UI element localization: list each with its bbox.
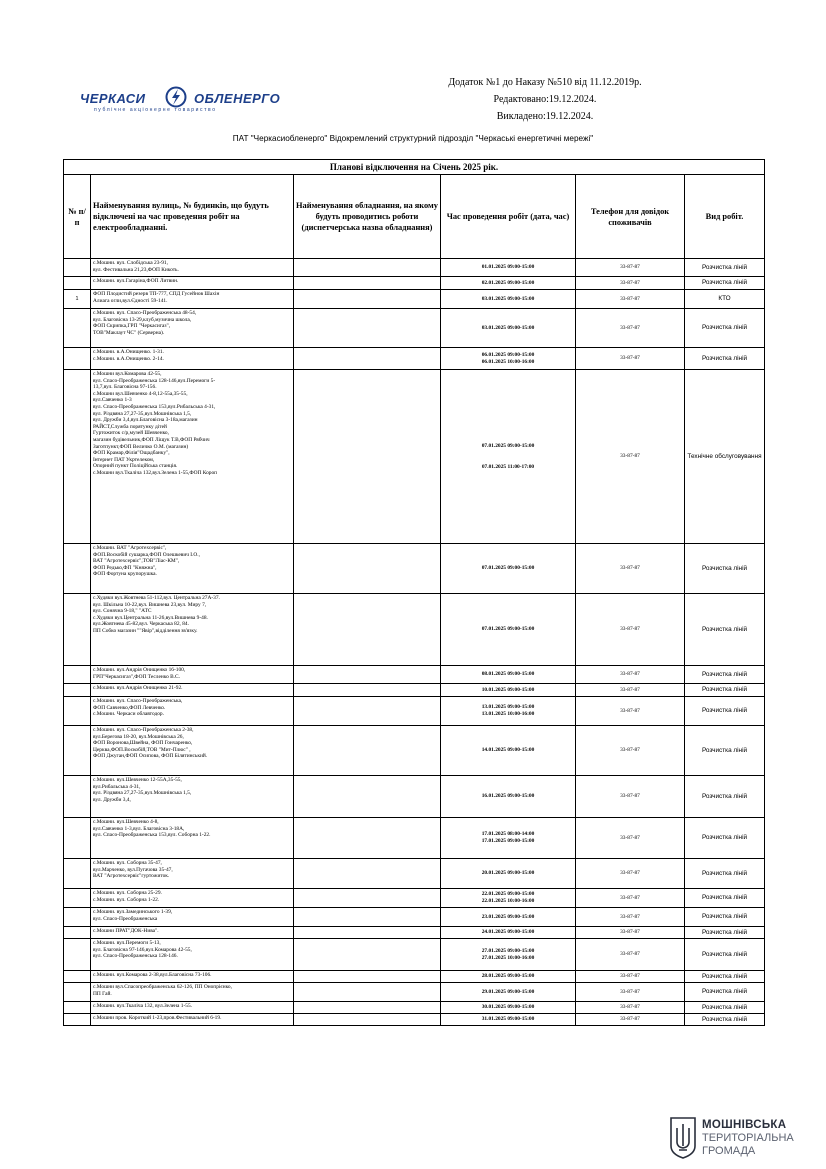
table-row: [64, 259, 765, 277]
phone-cell: 33-87-87: [576, 939, 685, 971]
address-line: с.Мошни. вул.Перемоги 5-13,: [93, 940, 161, 946]
address-line: вул. Різдвяна 27,27-35,вул.Мошнівська 1,5,: [93, 410, 192, 417]
address-line: вул. Спасо-Преображенська 153,вул.Рибальська 4-31,: [93, 403, 216, 410]
time-cell: [441, 684, 576, 697]
time-line: 29.01.2025 09:00-15:00: [481, 988, 535, 995]
table-row: [64, 927, 765, 939]
address-cell: [91, 939, 294, 971]
address-line: с.Мошни. вул.Гагаріна,ФОП Литвин.: [93, 278, 179, 284]
address-line: ФОП Джуган,ФОП Осипова, ФОП Білятинський.: [93, 753, 208, 760]
column-header-phone: Телефон для довідок споживачів: [576, 175, 685, 259]
hromada-name: [702, 1118, 794, 1158]
equipment-cell: [294, 983, 441, 1002]
time-cell: [441, 1002, 576, 1014]
phone-cell: 33-87-87: [576, 666, 685, 684]
address-line: с.Мошни ПРАТ"ДОК-Нива".: [93, 928, 159, 934]
address-cell: [91, 726, 294, 776]
time-cell: [441, 818, 576, 859]
address-line: с.Мошни. вул.Андрія Онищенко 16-100,: [93, 667, 186, 673]
table-row: [64, 697, 765, 726]
equipment-cell: [294, 1002, 441, 1014]
address-cell: [91, 348, 294, 370]
time-line: 08.01.2025 09:00-15:00: [481, 671, 535, 678]
address-line: с.Мошни. вул.Андрія Онищенко 21-92.: [93, 685, 183, 691]
hromada-line-1: МОШНІВСЬКА: [702, 1119, 787, 1131]
phone-cell: 33-87-87: [576, 818, 685, 859]
address-line: магазин будівельник,ФОП Ліщук Т.В,ФОП Рябчич: [93, 436, 210, 443]
address-line: вул. Спасо-Преображенська: [93, 915, 158, 922]
time-cell: [441, 939, 576, 971]
address-line: вул. Дружби 3,4,вул.Благовісна 3-18а,магазин: [93, 417, 198, 424]
column-header-equipment: Найменування обладнання, на якому будуть проводитись роботи (диспетчерська назва обладнання): [294, 175, 441, 259]
table-row: [64, 666, 765, 684]
row-number: 1: [64, 290, 91, 309]
equipment-cell: [294, 684, 441, 697]
time-cell: [441, 348, 576, 370]
address-line: Гуртожиток с/р,музей Шевченко,: [93, 430, 169, 437]
hromada-line-2: ТЕРИТОРІАЛЬНА: [702, 1132, 794, 1144]
time-line: 22.01.2025 09:00-15:00: [481, 891, 535, 898]
phone-cell: 33-87-87: [576, 309, 685, 348]
work-kind-cell: Розчистка ліній: [685, 971, 765, 983]
address-line: вул. Спасо-Преображенська 128-146.: [93, 953, 178, 960]
address-line: с.Мошни вул.Спасопреображенська 62-126, ПП Онопрієнко,: [93, 984, 232, 990]
row-number: [64, 259, 91, 277]
address-line: с.Мошни. вул.Шевченко 4-8,: [93, 819, 159, 825]
work-kind-cell: Розчистка ліній: [685, 908, 765, 927]
address-line: ГРП"Черкасигаз",ФОП Тесленко В.С.: [93, 673, 180, 680]
address-line: Церква,ФОП.Воскобій,ТОВ "Мит-Плюс" ,: [93, 746, 191, 753]
column-header-num: № п/п: [64, 175, 91, 259]
column-header-streets: Найменування вулиць, № будинків, що будуть відключені на час проведення робіт на електрообладнанні.: [91, 175, 294, 259]
work-kind-cell: Розчистка ліній: [685, 859, 765, 889]
address-cell: [91, 684, 294, 697]
equipment-cell: [294, 927, 441, 939]
phone-cell: 33-87-87: [576, 927, 685, 939]
address-line: с.Мошни. ВАТ "Агротехсервіс",: [93, 545, 167, 551]
column-header-kind: Вид робіт.: [685, 175, 765, 259]
row-number: [64, 697, 91, 726]
work-kind-cell: Розчистка ліній: [685, 277, 765, 290]
time-cell: [441, 290, 576, 309]
table-row: [64, 348, 765, 370]
time-cell: [441, 908, 576, 927]
equipment-cell: [294, 776, 441, 818]
time-line: 13.01.2025 09:00-15:00: [481, 704, 535, 711]
time-line: 03.01.2025 09:00-15:00: [481, 295, 535, 302]
equipment-cell: [294, 594, 441, 666]
row-number: [64, 544, 91, 594]
address-line: с.Мошни. вул. Спасо-Преображенська,: [93, 698, 183, 704]
table-row: [64, 818, 765, 859]
address-line: с.Мошни вул.Шевченко 4-8,12-55а,35-55,: [93, 390, 188, 397]
equipment-cell: [294, 697, 441, 726]
address-line: вул. Спасо-Преображенська 153,вул. Соборна 1-22.: [93, 832, 211, 839]
time-line: 31.01.2025 09:00-15:00: [481, 1016, 535, 1023]
time-line: 14.01.2025 09:00-15:00: [481, 747, 535, 754]
address-line: вул. Різдвяна 27,27-35,вул.Мошнівська 1,5,: [93, 790, 192, 797]
organization-name: ПАТ "Черкасиобленерго" Відокремлений структурний підрозділ "Черкаські енергетичні мережі": [232, 134, 594, 143]
phone-cell: 33-87-87: [576, 348, 685, 370]
time-line: 13.01.2025 10:00-16:00: [481, 711, 535, 717]
table-row: [64, 1002, 765, 1014]
address-cell: [91, 927, 294, 939]
phone-cell: 33-87-87: [576, 971, 685, 983]
table-row: [64, 544, 765, 594]
address-line: ФОП Редько,ФП "Княжна",: [93, 564, 157, 571]
equipment-cell: [294, 818, 441, 859]
hromada-line-3: ГРОМАДА: [702, 1145, 756, 1157]
work-kind-cell: Розчистка ліній: [685, 697, 765, 726]
address-line: Алиага огли,вул.Єдності 59-141.: [93, 297, 168, 304]
time-line: 01.01.2025 09:00-15:00: [481, 264, 535, 271]
time-line: 22.01.2025 10:00-16:00: [481, 898, 535, 904]
work-kind-cell: Розчистка ліній: [685, 818, 765, 859]
address-line: с.Мошни. в.А.Онищенко. 1-31.: [93, 349, 164, 355]
time-line: 07.01.2025 09:00-15:00: [481, 626, 535, 633]
time-line: 16.01.2025 09:00-15:00: [481, 793, 535, 800]
phone-cell: 33-87-87: [576, 684, 685, 697]
table-row: [64, 939, 765, 971]
address-cell: [91, 1002, 294, 1014]
address-cell: [91, 290, 294, 309]
address-line: ФОП Савченко,ФОП Левченко.: [93, 704, 166, 711]
address-line: с.Мошни. вул. Соборна 35-47,: [93, 860, 162, 866]
phone-cell: 33-87-87: [576, 259, 685, 277]
address-line: ВАТ "Агротехсервіс",ТОВ"Ліас-КМ",: [93, 558, 180, 565]
time-line: 07.01.2025 11:00-17:00: [481, 463, 535, 470]
phone-cell: 33-87-87: [576, 889, 685, 908]
table-row: [64, 889, 765, 908]
phone-cell: 33-87-87: [576, 277, 685, 290]
address-line: с.Мошни вул.Комарова 42-55,: [93, 371, 162, 377]
address-line: вул. Сонячна 9-18," "АТС: [93, 608, 152, 615]
address-line: с.Мошни вул.Ткаліча 132,вул.Зелена 1-55,ФОП Короп: [93, 469, 218, 476]
time-cell: [441, 726, 576, 776]
equipment-cell: [294, 666, 441, 684]
address-line: вул. Благовісна 13-29,клуб,музична школа,: [93, 316, 192, 323]
address-line: вул.Берегова 18-20, вул.Мошнівська 26,: [93, 733, 184, 740]
table-title: Планові відключення на Січень 2025 рік.: [64, 160, 765, 175]
address-line: Опорний пункт Поліційська станція.: [93, 463, 178, 470]
address-line: ФОП Крамар,Філія"Ощадбанку",: [93, 450, 170, 457]
logo-text-left: ЧЕРКАСИ: [80, 91, 146, 106]
row-number: [64, 684, 91, 697]
row-number: [64, 594, 91, 666]
row-number: [64, 889, 91, 908]
phone-cell: 33-87-87: [576, 1014, 685, 1026]
hromada-logo: [668, 1116, 818, 1162]
row-number: [64, 370, 91, 544]
address-line: вул.Жовтнева 45-82,вул. Черкаська 82, 84.: [93, 621, 189, 628]
time-cell: [441, 927, 576, 939]
address-line: с.Худяки вул.Жовтнева 51-112,вул. Центральна 27А-37.: [93, 595, 220, 601]
equipment-cell: [294, 544, 441, 594]
address-cell: [91, 908, 294, 927]
table-row: [64, 290, 765, 309]
time-cell: [441, 259, 576, 277]
phone-cell: 33-87-87: [576, 1002, 685, 1014]
time-cell: [441, 776, 576, 818]
row-number: [64, 309, 91, 348]
time-line: 27.01.2025 10:00-16:00: [481, 954, 535, 961]
lightning-emblem-icon: [162, 86, 190, 108]
phone-cell: 33-87-87: [576, 908, 685, 927]
address-line: с.Мошни. вул. Спасо-Преображенська 48-54,: [93, 310, 197, 316]
phone-cell: 33-87-87: [576, 983, 685, 1002]
phone-cell: 33-87-87: [576, 544, 685, 594]
time-cell: [441, 889, 576, 908]
address-cell: [91, 983, 294, 1002]
phone-cell: 33-87-87: [576, 859, 685, 889]
schedule-rows: [64, 259, 765, 1026]
equipment-cell: [294, 277, 441, 290]
address-line: ТОВ"Маклаут ЧС" (Серверна).: [93, 329, 165, 336]
phone-cell: 33-87-87: [576, 370, 685, 544]
equipment-cell: [294, 290, 441, 309]
time-line: 07.01.2025 09:00-15:00: [481, 565, 535, 572]
time-line: 07.01.2025 09:00-15:00: [481, 442, 535, 449]
row-number: [64, 776, 91, 818]
work-kind-cell: Розчистка ліній: [685, 983, 765, 1002]
time-cell: [441, 666, 576, 684]
address-line: вул. Шкільна 10-22,вул. Вишнева 23,вул. Миру 7,: [93, 601, 207, 608]
address-line: с.Мошни. вул. Спасо-Преображенська 2-38,: [93, 727, 194, 733]
address-line: вул.Савченко 1-3,вул. Благовісна 3-18А,: [93, 825, 185, 832]
trident-icon: [668, 1116, 698, 1160]
work-kind-cell: Розчистка ліній: [685, 348, 765, 370]
address-line: вул.Савченко 1-3: [93, 397, 132, 404]
logo-text-right: ОБЛЕНЕРГО: [194, 91, 281, 106]
time-line: 02.01.2025 09:00-15:00: [481, 279, 535, 286]
equipment-cell: [294, 939, 441, 971]
address-cell: [91, 971, 294, 983]
document-meta: [420, 74, 670, 125]
row-number: [64, 927, 91, 939]
address-line: вул. Дружби 3,4,: [93, 796, 131, 803]
table-row: [64, 776, 765, 818]
row-number: [64, 908, 91, 927]
work-kind-cell: Розчистка ліній: [685, 684, 765, 697]
work-kind-cell: Розчистка ліній: [685, 594, 765, 666]
row-number: [64, 983, 91, 1002]
address-line: вул.Марченко, вул.Пугачова 35-47,: [93, 866, 173, 873]
address-line: с.Худяки вул.Центральна 11-26,вул.Вишнева 9-48.: [93, 614, 208, 621]
address-line: с.Мошни. вул.Комарова 2-38,вул.Благовісна 73-106.: [93, 972, 212, 978]
table-row: [64, 277, 765, 290]
address-line: с.Мошни. вул. Соборна 1-22.: [93, 896, 160, 903]
equipment-cell: [294, 309, 441, 348]
address-cell: [91, 1014, 294, 1026]
address-cell: [91, 776, 294, 818]
address-line: ВАТ "Агротехсервіс"гуртожиток.: [93, 873, 170, 880]
row-number: [64, 726, 91, 776]
table-row: [64, 726, 765, 776]
address-line: с.Мошни. вул. Соборна 25-29.: [93, 890, 162, 896]
equipment-cell: [294, 726, 441, 776]
work-kind-cell: Розчистка ліній: [685, 726, 765, 776]
address-line: Інтернет ПАТ Укртелеком,: [93, 456, 155, 463]
equipment-cell: [294, 971, 441, 983]
address-line: ФОП Скрипка,ГРП "Черкасигаз",: [93, 323, 171, 330]
address-cell: [91, 666, 294, 684]
time-line: 30.01.2025 09:00-15:00: [481, 1004, 535, 1011]
time-cell: [441, 1014, 576, 1026]
table-row: [64, 684, 765, 697]
work-kind-cell: Розчистка ліній: [685, 1014, 765, 1026]
address-line: с.Мошни. Черкаси облавтодор.: [93, 711, 164, 718]
address-line: ФОП Плодистий резерв ТП-777, СПД Гусейнов Шахін: [93, 291, 220, 297]
table-row: [64, 594, 765, 666]
work-kind-cell: КТО: [685, 290, 765, 309]
address-line: вул. Спасо-Преображенська 128-146,вул.Перемоги 5-: [93, 377, 216, 384]
table-row: [64, 370, 765, 544]
time-line: 20.01.2025 09:00-15:00: [481, 870, 535, 877]
address-line: с.Мошни. вул.Шевченко 12-55А,35-55,: [93, 777, 182, 783]
phone-cell: 33-87-87: [576, 726, 685, 776]
phone-cell: 33-87-87: [576, 290, 685, 309]
row-number: [64, 939, 91, 971]
appendix-note: Додаток №1 до Наказу №510 від 11.12.2019р.: [448, 77, 642, 88]
row-number: [64, 971, 91, 983]
address-line: РАЙСТ,Служба порятунку дітей: [93, 423, 167, 430]
address-line: ФОП Воронова,Швейна, ФОП Гончаренко,: [93, 740, 193, 747]
time-cell: [441, 277, 576, 290]
address-line: вул. Фестивальна 21,23,ФОП Кикоть.: [93, 266, 179, 273]
time-line: 17.01.2025 09:00-15:00: [481, 838, 535, 844]
time-cell: [441, 983, 576, 1002]
time-cell: [441, 544, 576, 594]
logo-tagline: публічне акціонерне товариство: [94, 107, 217, 113]
equipment-cell: [294, 908, 441, 927]
work-kind-cell: Розчистка ліній: [685, 776, 765, 818]
time-cell: [441, 594, 576, 666]
address-line: вул.Рибальська 4-31,: [93, 783, 141, 790]
equipment-cell: [294, 370, 441, 544]
equipment-cell: [294, 348, 441, 370]
outage-schedule-table: [63, 159, 765, 1026]
time-line: 28.01.2025 09:00-15:00: [481, 973, 535, 980]
time-line: 03.01.2025 09:00-15:00: [481, 324, 535, 331]
row-number: [64, 666, 91, 684]
row-number: [64, 348, 91, 370]
address-cell: [91, 309, 294, 348]
phone-cell: 33-87-87: [576, 594, 685, 666]
address-line: ПП Собко магазин ""Явір",відділення зв'язку.: [93, 627, 198, 634]
address-line: ФОП.Воскобій сушарка,ФОП Олешкевич І.О.,: [93, 551, 201, 558]
row-number: [64, 1014, 91, 1026]
time-cell: [441, 309, 576, 348]
company-logo: [80, 86, 300, 116]
time-cell: [441, 971, 576, 983]
time-cell: [441, 697, 576, 726]
address-cell: [91, 818, 294, 859]
work-kind-cell: Технічне обслуговування: [685, 370, 765, 544]
table-row: [64, 1014, 765, 1026]
address-line: с.Мошни пров. Короткий 1-23,пров.Фестивальний 6-19.: [93, 1015, 222, 1021]
address-cell: [91, 859, 294, 889]
table-row: [64, 908, 765, 927]
address-cell: [91, 370, 294, 544]
equipment-cell: [294, 1014, 441, 1026]
address-line: с.Мошни. вул.Замединського 1-39,: [93, 909, 173, 915]
work-kind-cell: Розчистка ліній: [685, 927, 765, 939]
address-line: с.Мошни. вул. Слобідська 23-91,: [93, 260, 168, 266]
address-line: 13,7,вул. Благовісна 97-156.: [93, 384, 157, 391]
row-number: [64, 277, 91, 290]
phone-cell: 33-87-87: [576, 697, 685, 726]
phone-cell: 33-87-87: [576, 776, 685, 818]
address-cell: [91, 697, 294, 726]
row-number: [64, 1002, 91, 1014]
time-line: 27.01.2025 09:00-15:00: [481, 947, 535, 954]
address-line: с.Мошни. вул.Ткаліча 132, вул.Зелена 1-55.: [93, 1003, 193, 1009]
address-line: Заготпункт,ФОП Величко О.М. (магазин): [93, 443, 189, 450]
edited-date: Редактовано:19.12.2024.: [493, 94, 597, 105]
work-kind-cell: Розчистка ліній: [685, 259, 765, 277]
equipment-cell: [294, 889, 441, 908]
address-line: с.Мошни. в.А.Онищенко. 2-14.: [93, 355, 164, 362]
published-date: Викладено:19.12.2024.: [496, 111, 594, 122]
column-header-time: Час проведення робіт (дата, час): [441, 175, 576, 259]
table-row: [64, 983, 765, 1002]
address-line: вул. Благовісна 97-146,вул.Комарова 42-55,: [93, 946, 192, 953]
address-line: ФОП Фортуна крупорушка.: [93, 571, 157, 578]
work-kind-cell: Розчистка ліній: [685, 544, 765, 594]
time-cell: [441, 859, 576, 889]
address-cell: [91, 277, 294, 290]
equipment-cell: [294, 259, 441, 277]
equipment-cell: [294, 859, 441, 889]
address-line: ПП Гай.: [93, 990, 112, 997]
time-line: 10.01.2025 09:00-15:00: [481, 686, 535, 693]
table-row: [64, 971, 765, 983]
table-row: [64, 309, 765, 348]
address-cell: [91, 594, 294, 666]
row-number: [64, 818, 91, 859]
work-kind-cell: Розчистка ліній: [685, 889, 765, 908]
time-line: 17.01.2025 08:00-14:00: [481, 831, 535, 838]
time-line: 06.01.2025 09:00-15:00: [481, 351, 535, 358]
address-cell: [91, 889, 294, 908]
address-cell: [91, 544, 294, 594]
work-kind-cell: Розчистка ліній: [685, 1002, 765, 1014]
row-number: [64, 859, 91, 889]
address-cell: [91, 259, 294, 277]
time-cell: [441, 370, 576, 544]
table-row: [64, 859, 765, 889]
work-kind-cell: Розчистка ліній: [685, 309, 765, 348]
time-line: 06.01.2025 10:00-16:00: [481, 358, 535, 365]
work-kind-cell: Розчистка ліній: [685, 939, 765, 971]
work-kind-cell: Розчистка ліній: [685, 666, 765, 684]
time-line: 23.01.2025 09:00-15:00: [481, 913, 535, 920]
time-line: 24.01.2025 09:00-15:00: [481, 929, 535, 936]
